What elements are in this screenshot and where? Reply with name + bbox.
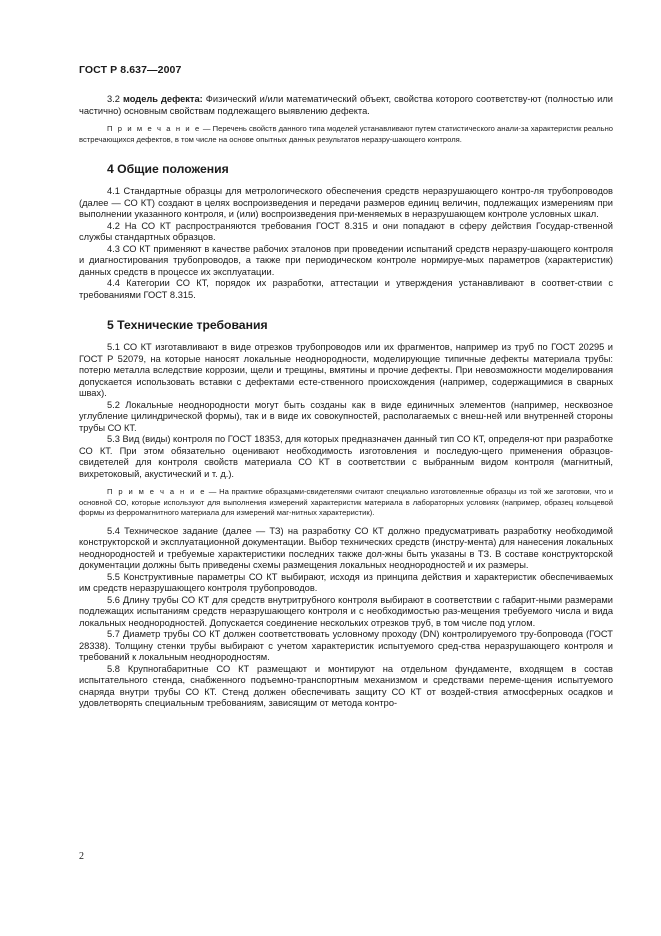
note-1-text: — Перечень свойств данного типа моделей устанавливают путем статистического анали-за характеристик реально встречающихся дефектов, в том числе на основе опытных данных результатов неразру-шающего контроля. xyxy=(79,124,614,144)
clause-3-2 xyxy=(79,94,613,117)
clause-5-5: 5.5 Конструктивные параметры СО КТ выбирают, исходя из принципа действия и характеристик обеспечиваемых им средств неразрушающего контроля трубопроводов. xyxy=(79,571,613,593)
note-2-label: П р и м е ч а н и е xyxy=(107,487,207,496)
clause-5-2: 5.2 Локальные неоднородности могут быть созданы как в виде единичных элементов (например, несквозное углубление цилиндрической формы), так и в виде их совокупностей, располагаемых с внеш-ней или внутренней стороны трубы СО КТ. xyxy=(79,399,613,433)
page-content xyxy=(79,94,613,710)
page-number: 2 xyxy=(79,851,84,862)
clause-5-1: 5.1 СО КТ изготавливают в виде отрезков трубопроводов или их фрагментов, например из труб по ГОСТ 20295 и ГОСТ Р 52079, на которые наносят локальные неоднородности, моделирующие типичные дефекты материала трубы: потерю металла вследствие коррозии, щели и трещины, вмятины и прочие дефекты. При невозможности моделирования допускается использовать вставки с дефектами есте-ственного происхождения (например, содержащимися в сварных швах). xyxy=(79,342,613,398)
clause-3-2-text: Физический и/или математический объект, свойства которого соответству-ют (полностью или частично) основным свойствам подлежащего выявлению дефекта. xyxy=(79,94,613,116)
clause-5-3: 5.3 Вид (виды) контроля по ГОСТ 18353, для которых предназначен данный тип СО КТ, определя-ют при разработке СО КТ. При этом обязательно оценивают необходимость изготовления и последую-щего применения образцов-свидетелей для контроля свойств материала СО КТ в соответствии с выбранным видом контроля (магнитный, вихретоковый, акустический и т. д.). xyxy=(79,434,613,479)
section-5-heading: 5 Технические требования xyxy=(107,318,268,332)
clause-5-6: 5.6 Длину трубы СО КТ для средств внутритрубного контроля выбирают в соответствии с габарит-ными размерами подлежащих испытаниям средств неразрушающего контроля и с необходимостью раз-мещения требуемого числа и вида локальных неоднородностей. Допускается соединение нескольких отрезков труб, в том числе под углом. xyxy=(79,594,613,628)
clause-4-1: 4.1 Стандартные образцы для метрологического обеспечения средств неразрушающего контро-ля трубопроводов (далее — СО КТ) создают в целях воспроизведения и передачи размеров единиц величин, подлежащих измерениям при выполнении указанного контроля, и (или) воспроизведения при-меняемых в неразрушающем контроле условных шкал. xyxy=(79,186,613,219)
clause-4-3: 4.3 СО КТ применяют в качестве рабочих эталонов при проведении испытаний средств неразру-шающего контроля и диагностирования трубопроводов, а также при периодическом контроле нормируе-мых параметров (характеристик) данных средств в процессе их эксплуатации. xyxy=(79,243,613,277)
clause-5-7: 5.7 Диаметр трубы СО КТ должен соответствовать условному проходу (DN) контролируемого тру-бопровода (ГОСТ 28338). Толщину стенки трубы выбирают с учетом характеристик испытуемого сред-ства неразрушающего контроля и требований к локальным неоднородностям. xyxy=(79,629,613,662)
note-1-label: П р и м е ч а н и е xyxy=(107,124,201,133)
section-4-heading: 4 Общие положения xyxy=(107,162,229,176)
note-2-text: — На практике образцами-свидетелями считают специально изготовленные образцы из той же заготовки, что и основной СО, которые используют для выполнения измерений характеристик материала в лабораторных условиях (например, образец кольцевой формы из ферромагнитного материала для измерений маг-нитных характеристик). xyxy=(79,487,614,517)
clause-3-2-number: 3.2 xyxy=(107,94,120,104)
note-2 xyxy=(79,487,613,519)
clause-3-2-term: модель дефекта: xyxy=(122,94,203,104)
clause-5-8: 5.8 Крупногабаритные СО КТ размещают и монтируют на отдельном фундаменте, входящем в состав испытательного стенда, снабженного подъемно-транспортным механизмом и средствами переме-щения испытуемого снаряда внутри трубы СО КТ. Стенд должен обеспечивать защиту СО КТ от воздей-ствия атмосферных осадков и удовлетворять специальным требованиям, зависящим от метода контро- xyxy=(79,663,613,708)
note-1 xyxy=(79,124,613,145)
standard-header: ГОСТ Р 8.637—2007 xyxy=(79,64,182,76)
clause-4-4: 4.4 Категории СО КТ, порядок их разработки, аттестации и утверждения устанавливают в соответ-ствии с требованиями ГОСТ 8.315. xyxy=(79,278,613,300)
clause-4-2: 4.2 На СО КТ распространяются требования ГОСТ 8.315 и они попадают в сферу действия Государ-ственной службы стандартных образцов. xyxy=(79,220,613,242)
clause-5-4: 5.4 Техническое задание (далее — ТЗ) на разработку СО КТ должно предусматривать разработку необходимой конструкторской и эксплуатационной документации. Выбор технических средств (инстру-мента) для нанесения локальных неоднородностей и требуемые характеристики последних также дол-жны быть указаны в ТЗ. В составе конструкторской документации должны быть приведены схемы размещения локальных неоднородностей и их размеры. xyxy=(79,525,613,570)
